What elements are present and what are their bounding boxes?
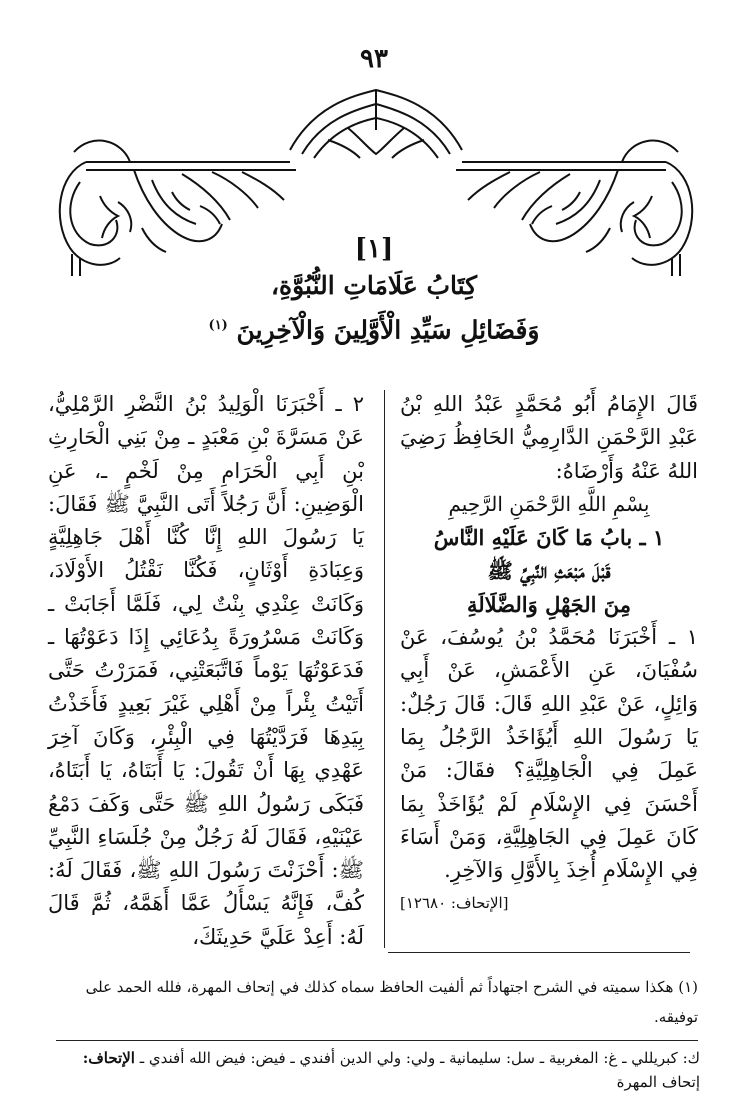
book-title-line2: [150, 306, 598, 350]
hadith-1: ١ ـ أَخْبَرَنَا مُحَمَّدُ بْنُ يُوسُفَ، عَنْ سُفْيَانَ، عَنِ الأَعْمَشِ، عَنْ أَبِي وَائِلٍ، عَنْ عَبْدِ اللهِ قَالَ: قَالَ رَجُلٌ: يَا رَسُولَ اللهِ أَيُؤَاخَذُ الرَّجُلُ بِمَا عَمِلَ فِي الْجَاهِلِيَّةِ؟ فقَالَ: مَنْ أَحْسَنَ فِي الإِسْلَامِ لَمْ يُؤَاخَذْ بِمَا كَانَ عَمِلَ فِي الجَاهِلِيَّةِ، وَمَنْ أَسَاءَ فِي الإِسْلَامِ أُخِذَ بِالأَوَّلِ وَالآخِرِ.: [400, 625, 698, 883]
page-number: ٩٣: [360, 44, 388, 74]
abbrev-tail: إتحاف المهرة: [616, 1073, 700, 1091]
ithaf-reference: [الإتحاف: ١٢٦٨٠]: [400, 894, 509, 913]
abbreviations-separator: [56, 1040, 698, 1041]
abbrev-lead: ك: كبريللي ـ غ: المغربية ـ سل: سليمانية ـ ولي: ولي الدين أفندي ـ فيض: فيض الله أفندي ـ: [134, 1049, 700, 1067]
column-divider: [384, 390, 385, 948]
right-column: [400, 388, 698, 921]
chapter-heading-line3: مِنَ الجَهْلِ وَالضَّلَالَةِ: [466, 591, 631, 617]
book-number: [١]: [354, 234, 394, 264]
left-column: [48, 388, 364, 954]
footnote-separator: [388, 952, 690, 953]
abbrev-bold: الإتحاف:: [82, 1049, 135, 1067]
chapter-heading-line1: ١ ـ بابُ مَا كَانَ عَلَيْهِ النَّاسُ: [433, 525, 665, 551]
manuscript-abbreviations: [46, 1046, 700, 1094]
footnote: (١) هكذا سميته في الشرح اجتهاداً ثم ألفيت الحافظ سماه كذلك في إتحاف المهرة، فلله الحمد على توفيقه.: [85, 978, 698, 1026]
hadith-2: ٢ ـ أَخْبَرَنَا الْوَلِيدُ بْنُ النَّضْرِ الرَّمْلِيُّ، عَنْ مَسَرَّةَ بْنِ مَعْبَدٍ ـ مِنْ بَنِي الْحَارِثِ بْنِ أَبِي الْحَرَامِ مِنْ لَخْمٍ ـ، عَنِ الْوَضِينِ: أَنَّ رَجُلاً أَتَى النَّبِيَّ ﷺ فَقَالَ: يَا رَسُولَ اللهِ إِنَّا كُنَّا أَهْلَ جَاهِلِيَّةٍ وَعِبَادَةِ أَوْثَانٍ، فَكُنَّا نَقْتُلُ الأَوْلَادَ، وَكَانَتْ عِنْدِي بِنْتٌ لِي، فَلَمَّا أَجَابَتْ ـ وَكَانَتْ مَسْرُورَةً بِدُعَائِي إِذَا دَعَوْتُهَا ـ فَدَعَوْتُهَا يَوْماً فَاتَّبَعَتْنِي، فَمَرَرْتُ حَتَّى أَتَيْتُ بِئْراً مِنْ أَهْلِي غَيْرَ بَعِيدٍ فَأَخَذْتُ بِيَدِهَا فَرَدَّيْتُهَا فِي الْبِئْرِ، وَكَانَ آخِرَ عَهْدِي بِهَا أَنْ تَقُولَ: يَا أَبَتَاهُ، يَا أَبَتَاهُ، فَبَكَى رَسُولُ اللهِ ﷺ حَتَّى وَكَفَ دَمْعُ عَيْنَيْهِ، فَقَالَ لَهُ رَجُلٌ مِنْ جُلَسَاءِ النَّبِيِّ ﷺ: أَحْزَنْتَ رَسُولَ اللهِ ﷺ، فَقَالَ لَهُ: كُفَّ، فَإِنَّهُ يَسْأَلُ عَمَّا أَهَمَّهُ، ثُمَّ قَالَ لَهُ: أَعِدْ عَلَيَّ حَدِيثَكَ،: [48, 392, 364, 949]
book-title-line1: كِتَابُ عَلَامَاتِ النُّبُوَّةِ،: [270, 271, 478, 300]
basmala: بِسْمِ اللَّهِ الرَّحْمَنِ الرَّحِيمِ: [448, 491, 650, 516]
intro-paragraph: قَالَ الإِمَامُ أَبُو مُحَمَّدٍ عَبْدُ اللهِ بْنُ عَبْدِ الرَّحْمَنِ الدَّارِمِيُّ الحَافِظُ رَضِيَ اللهُ عَنْهُ وَأَرْضَاهُ:: [400, 392, 698, 483]
footnote-marker: (١): [208, 318, 228, 333]
book-title-block: [150, 232, 598, 350]
book-title-line2-text: وَفَضَائِلِ سَيِّدِ الْأَوَّلِينَ وَالْآخِرِينَ: [236, 315, 540, 345]
chapter-heading-line2: قَبْلَ مَبْعَثِ النَّبِيِّ ﷺ: [487, 558, 611, 584]
